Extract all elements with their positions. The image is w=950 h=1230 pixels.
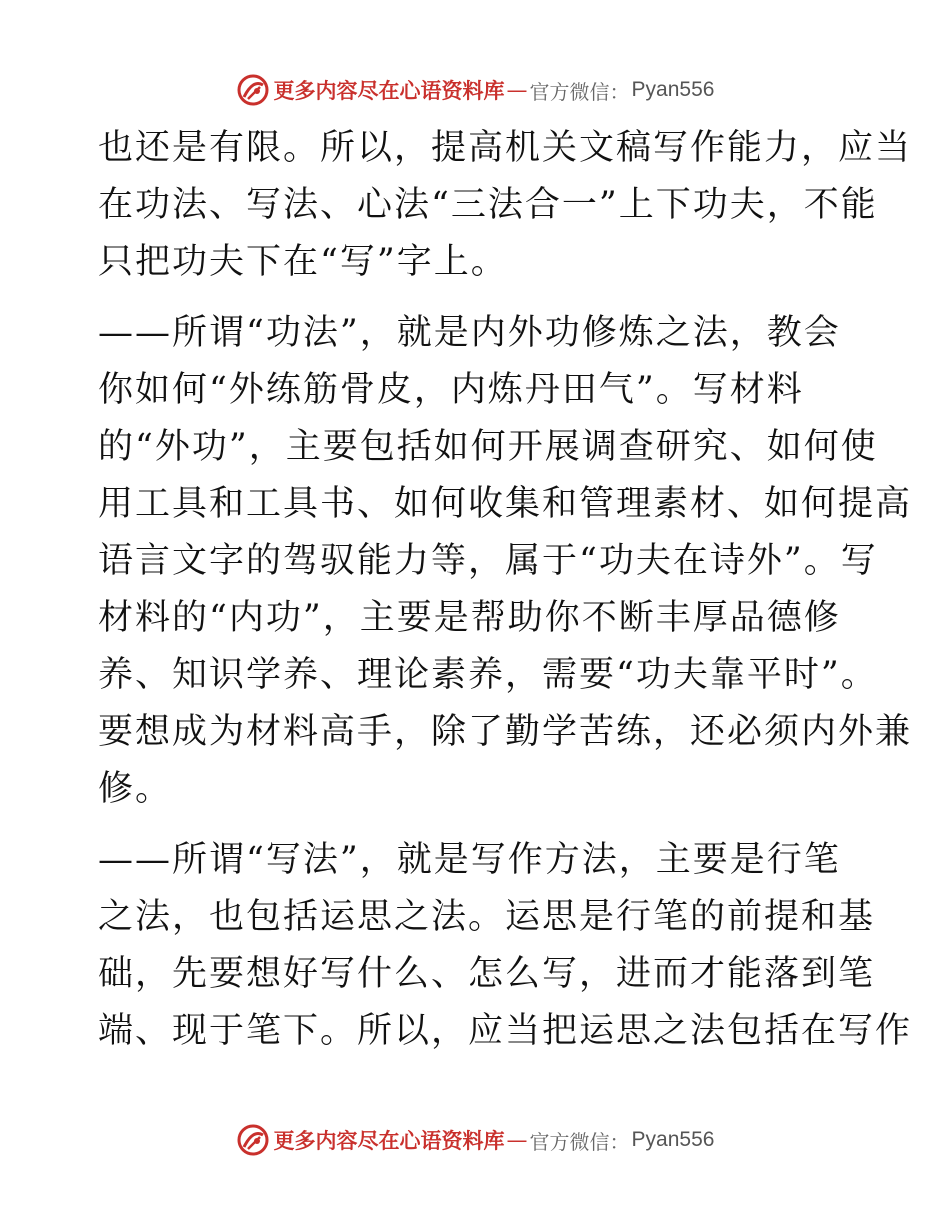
banner-dash: — (506, 1128, 528, 1152)
text-line: 在功法、写法、心法“三法合一”上下功夫，不能 (98, 185, 878, 225)
paragraph-2 (98, 305, 913, 818)
banner-site-text: 更多内容尽在心语资料库 (273, 1128, 505, 1153)
text-line: ——所谓“写法”，就是写作方法，主要是行笔 (98, 840, 841, 880)
banner-dash: — (506, 78, 528, 102)
red-swirl-logo-icon (236, 73, 270, 107)
text-line: ——所谓“功法”，就是内外功修炼之法，教会 (98, 313, 841, 353)
paragraph-1 (98, 120, 913, 291)
banner-site-text: 更多内容尽在心语资料库 (273, 78, 505, 103)
text-line: 你如何“外练筋骨皮，内炼丹田气”。写材料 (98, 370, 804, 410)
text-line: 用工具和工具书、如何收集和管理素材、如何提高 (98, 484, 913, 524)
red-swirl-logo-icon (236, 1123, 270, 1157)
paragraph-3 (98, 832, 913, 1060)
text-line: 之法，也包括运思之法。运思是行笔的前提和基 (98, 897, 876, 937)
text-line: 材料的“内功”，主要是帮助你不断丰厚品德修 (98, 598, 841, 638)
text-line: 也还是有限。所以，提高机关文稿写作能力，应当 (98, 128, 913, 168)
banner-label: 官方微信： (529, 1129, 630, 1154)
text-line: 要想成为材料高手，除了勤学苦练，还必须内外兼 (98, 712, 913, 752)
document-body (98, 120, 913, 1060)
footer-banner (0, 1120, 950, 1160)
text-line: 的“外功”，主要包括如何开展调查研究、如何使 (98, 427, 878, 467)
banner-wechat-id: Pyan556 (631, 1128, 715, 1151)
text-line: 养、知识学养、理论素养，需要“功夫靠平时”。 (98, 655, 878, 695)
header-banner (0, 70, 950, 110)
banner-wechat-id: Pyan556 (631, 78, 715, 101)
text-line: 语言文字的驾驭能力等，属于“功夫在诗外”。写 (98, 541, 878, 581)
text-line: 修。 (98, 769, 173, 809)
text-line: 端、现于笔下。所以，应当把运思之法包括在写作 (98, 1011, 913, 1051)
text-line: 只把功夫下在“写”字上。 (98, 242, 508, 282)
text-line: 础，先要想好写什么、怎么写，进而才能落到笔 (98, 954, 876, 994)
banner-label: 官方微信： (529, 79, 630, 104)
